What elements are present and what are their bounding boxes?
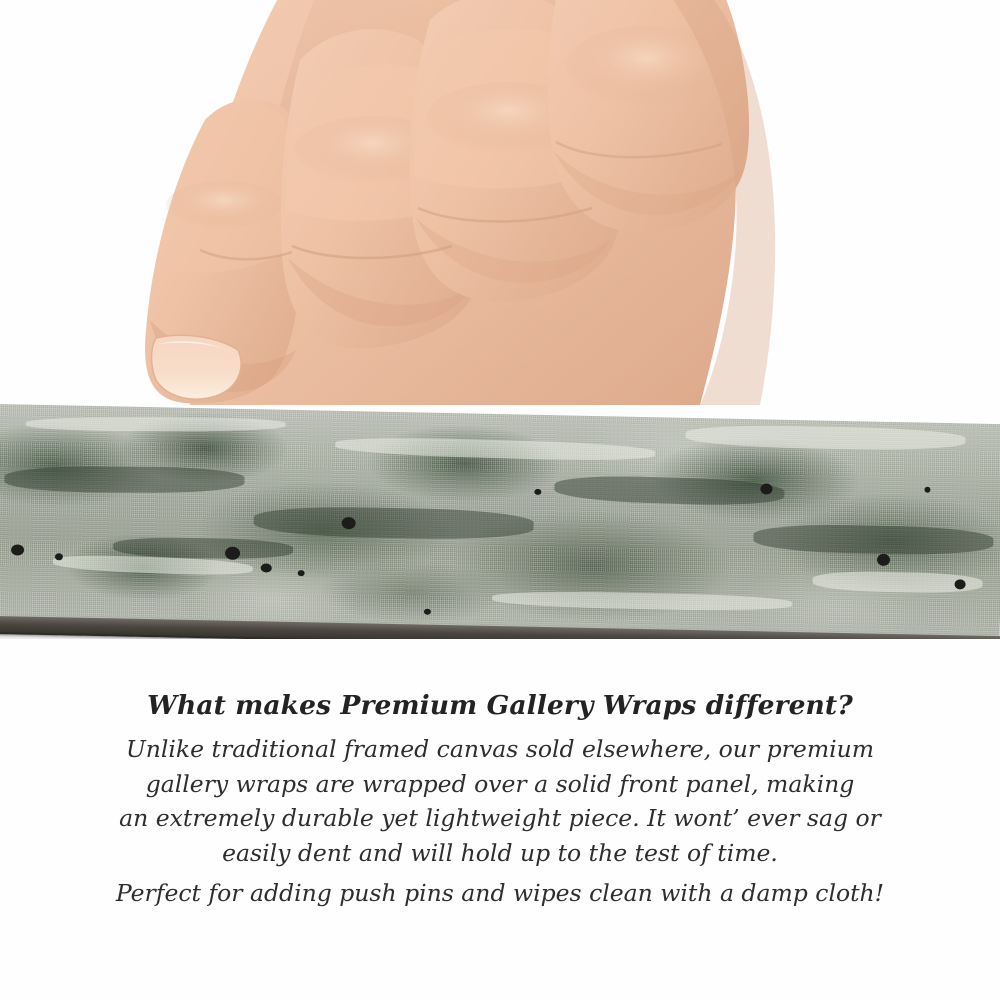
caption-closing-line: Perfect for adding push pins and wipes clean with a damp cloth! bbox=[115, 879, 885, 907]
caption-block bbox=[0, 690, 1000, 911]
gallery-wrap-panel bbox=[0, 404, 1000, 639]
caption-body bbox=[0, 732, 1000, 911]
caption-line-1: Unlike traditional framed canvas sold elsewhere, our premium bbox=[125, 735, 875, 763]
hand-illustration bbox=[0, 0, 1000, 420]
caption-line-3: an extremely durable yet lightweight piece. It wont’ ever sag or bbox=[119, 804, 881, 832]
caption-line-4: easily dent and will hold up to the test of time. bbox=[222, 838, 778, 867]
hand-svg bbox=[0, 0, 1000, 420]
caption-heading: What makes Premium Gallery Wraps different? bbox=[147, 690, 853, 721]
caption-line-2: gallery wraps are wrapped over a solid front panel, making bbox=[145, 769, 855, 798]
canvas-face bbox=[0, 404, 1000, 639]
